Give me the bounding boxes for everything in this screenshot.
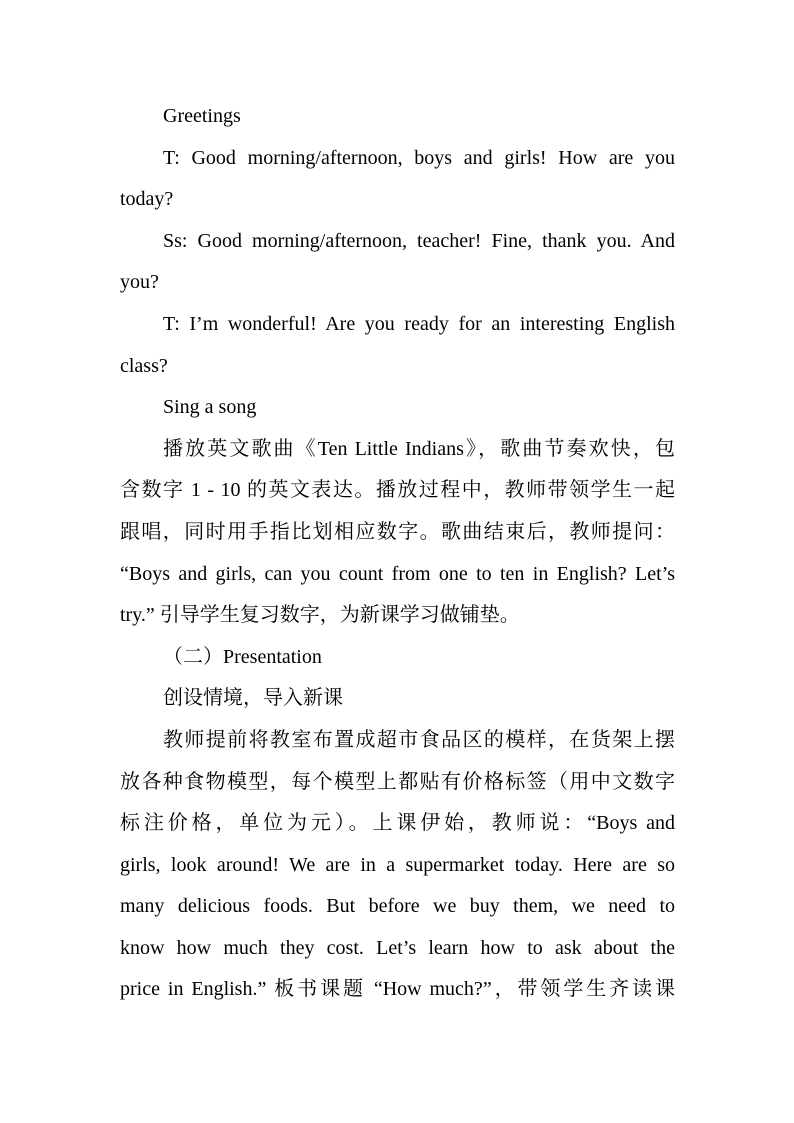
text-line: Greetings xyxy=(163,105,241,127)
text-line: 跟唱，同时用手指比划相应数字。歌曲结束后，教师提问： xyxy=(120,520,675,543)
text-line: “Boys and girls, can you count from one to ten in English? Let’s xyxy=(120,562,675,585)
text-line: girls, look around! We are in a supermarket today. Here are so xyxy=(120,853,675,876)
document-body xyxy=(120,96,675,1011)
text-line: Sing a song xyxy=(163,396,257,419)
text-line: try.” 引导学生复习数字，为新课学习做铺垫。 xyxy=(120,604,520,627)
text-line: Ss: Good morning/afternoon, teacher! Fine, thank you. And xyxy=(163,229,675,252)
text-line: T: Good morning/afternoon, boys and girls! How are you xyxy=(163,146,675,169)
text-line: 含数字 1 - 10 的英文表达。播放过程中，教师带领学生一起 xyxy=(120,479,675,502)
text-line: 创设情境，导入新课 xyxy=(163,687,343,710)
text-line: class? xyxy=(120,354,168,377)
text-line: （二）Presentation xyxy=(163,645,322,668)
text-line: you? xyxy=(120,271,159,294)
text-line: today? xyxy=(120,188,174,211)
text-line: know how much they cost. Let’s learn how to ask about the xyxy=(120,936,675,959)
text-line: many delicious foods. But before we buy them, we need to xyxy=(120,895,675,918)
text-line: 教师提前将教室布置成超市食品区的模样，在货架上摆 xyxy=(163,728,675,751)
text-line: 标注价格，单位为元）。上课伊始，教师说：“Boys and xyxy=(120,812,675,835)
text-line: T: I’m wonderful! Are you ready for an interesting English xyxy=(163,312,675,335)
text-line: price in English.” 板书课题 “How much?”，带领学生齐读课 xyxy=(120,978,675,1001)
text-line: 放各种食物模型，每个模型上都贴有价格标签（用中文数字 xyxy=(120,770,675,793)
text-line: 播放英文歌曲《Ten Little Indians》，歌曲节奏欢快，包 xyxy=(163,437,675,460)
